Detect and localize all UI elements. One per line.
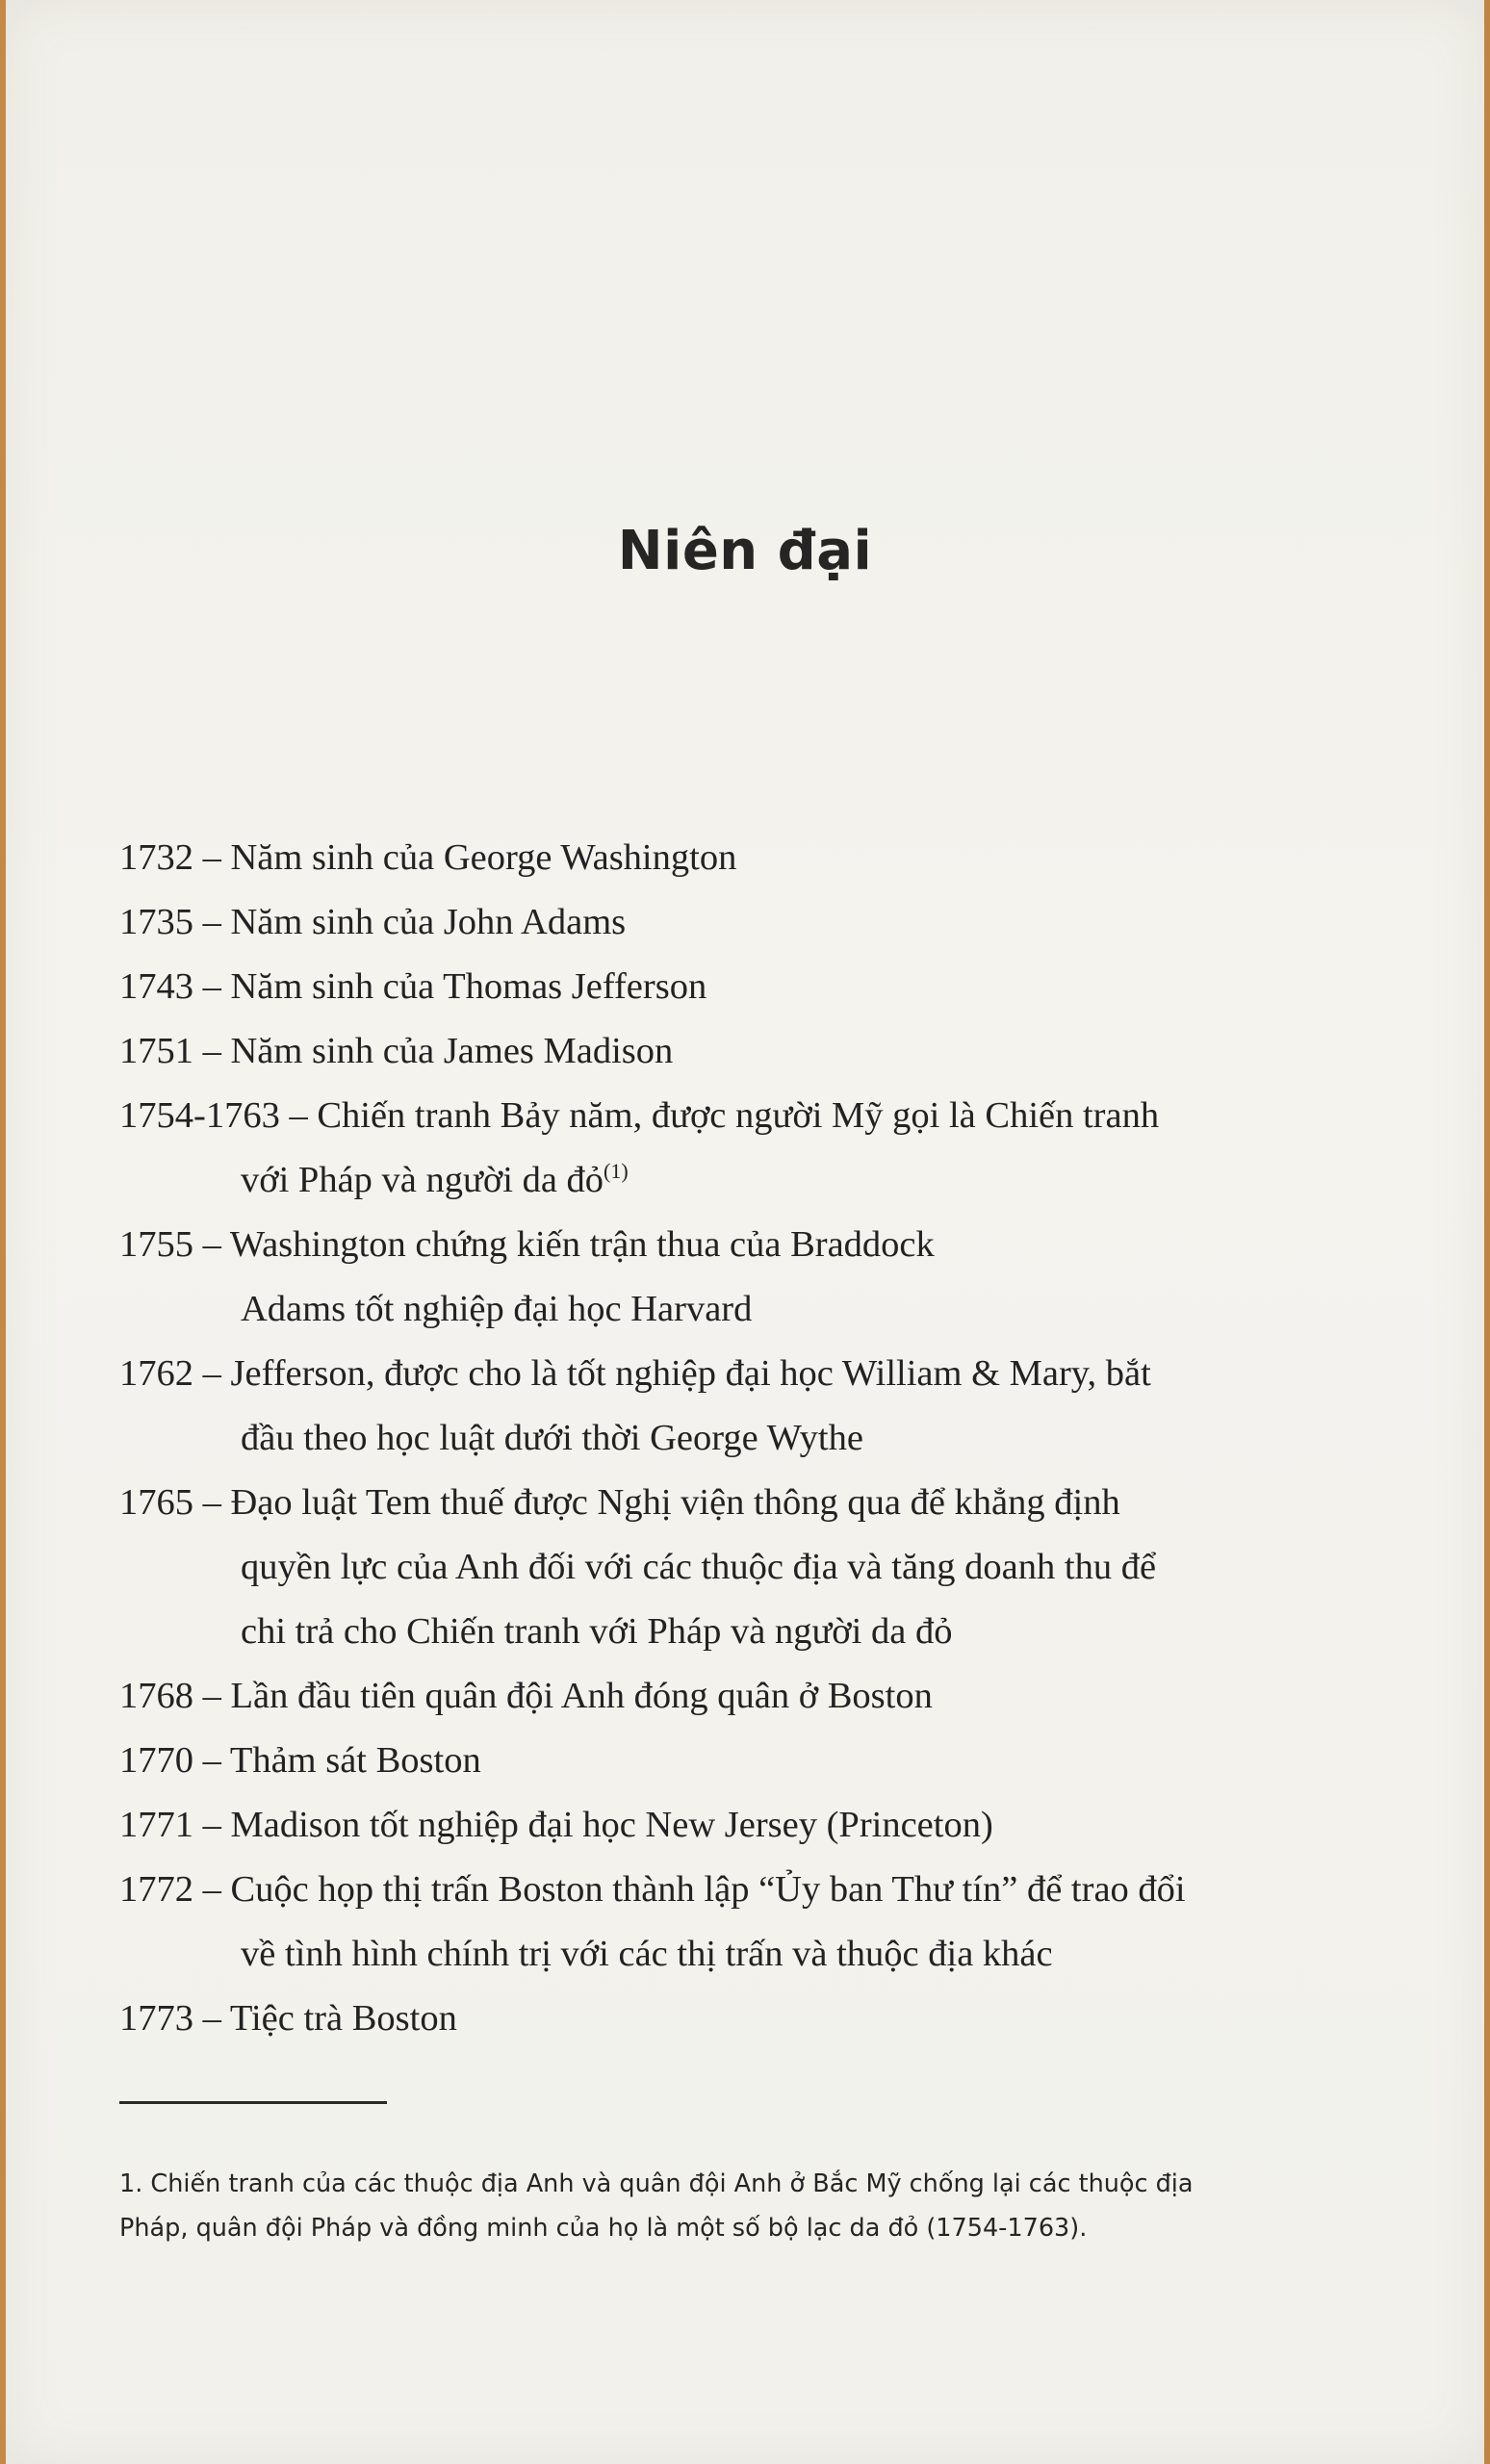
entry-dash: – bbox=[202, 1353, 221, 1394]
entry-year: 1751 bbox=[119, 1031, 193, 1071]
entry-text-continued: chi trả cho Chiến tranh với Pháp và người da đỏ bbox=[241, 1611, 953, 1652]
entry-dash: – bbox=[202, 1224, 221, 1265]
footnote-reference: (1) bbox=[604, 1159, 629, 1183]
entry-text: Lần đầu tiên quân đội Anh đóng quân ở Boston bbox=[230, 1676, 933, 1716]
entry-text: Đạo luật Tem thuế được Nghị viện thông qua để khẳng định bbox=[230, 1482, 1120, 1523]
entry-year: 1732 bbox=[119, 837, 193, 878]
footnote bbox=[119, 2162, 1371, 2250]
entry-text-continued: Adams tốt nghiệp đại học Harvard bbox=[241, 1289, 753, 1329]
entry-text: Năm sinh của Thomas Jefferson bbox=[230, 966, 707, 1007]
entry-year: 1735 bbox=[119, 902, 193, 942]
timeline-entry bbox=[119, 1471, 1323, 1664]
timeline-entry bbox=[119, 1987, 1323, 2051]
entry-text: Madison tốt nghiệp đại học New Jersey (Princeton) bbox=[230, 1805, 993, 1845]
page-title: Niên đại bbox=[617, 520, 873, 582]
footnote-line: Pháp, quân đội Pháp và đồng minh của họ là một số bộ lạc da đỏ (1754-1763). bbox=[119, 2214, 1088, 2243]
entry-year: 1762 bbox=[119, 1353, 193, 1394]
entry-text: Năm sinh của John Adams bbox=[230, 902, 627, 942]
entry-text: với Pháp và người da đỏ bbox=[241, 1160, 604, 1200]
timeline-entry bbox=[119, 1858, 1323, 1987]
entry-dash: – bbox=[202, 902, 221, 942]
footnote-divider bbox=[119, 2101, 387, 2104]
entry-year: 1771 bbox=[119, 1805, 193, 1845]
entry-text: Năm sinh của James Madison bbox=[230, 1031, 674, 1071]
timeline-entry bbox=[119, 1084, 1323, 1213]
timeline-entry bbox=[119, 1019, 1323, 1084]
entry-text: Cuộc họp thị trấn Boston thành lập “Ủy ban Thư tín” để trao đổi bbox=[230, 1869, 1186, 1910]
entry-year: 1772 bbox=[119, 1869, 193, 1910]
entry-text: Jefferson, được cho là tốt nghiệp đại học William & Mary, bắt bbox=[230, 1353, 1151, 1394]
entry-year: 1773 bbox=[119, 1998, 193, 2039]
entry-text: Tiệc trà Boston bbox=[229, 1998, 457, 2039]
timeline-entry bbox=[119, 890, 1323, 955]
timeline-list bbox=[119, 826, 1323, 2051]
entry-year: 1754-1763 bbox=[119, 1095, 280, 1136]
entry-dash: – bbox=[202, 1805, 221, 1845]
footnote-line: 1. Chiến tranh của các thuộc địa Anh và quân đội Anh ở Bắc Mỹ chống lại các thuộc địa bbox=[119, 2169, 1194, 2198]
timeline-entry bbox=[119, 1213, 1323, 1342]
entry-year: 1743 bbox=[119, 966, 193, 1007]
book-page bbox=[6, 0, 1484, 2464]
entry-text: Chiến tranh Bảy năm, được người Mỹ gọi là Chiến tranh bbox=[317, 1095, 1160, 1136]
entry-year: 1765 bbox=[119, 1482, 193, 1523]
entry-text-continued: đầu theo học luật dưới thời George Wythe bbox=[241, 1418, 863, 1458]
entry-dash: – bbox=[202, 837, 221, 878]
entry-year: 1770 bbox=[119, 1740, 193, 1781]
entry-text: Năm sinh của George Washington bbox=[230, 837, 737, 878]
entry-dash: – bbox=[202, 1869, 221, 1910]
entry-dash: – bbox=[202, 1740, 221, 1781]
entry-dash: – bbox=[202, 1998, 221, 2039]
entry-dash: – bbox=[202, 1482, 221, 1523]
timeline-entry bbox=[119, 826, 1323, 890]
entry-text-continued: về tình hình chính trị với các thị trấn và thuộc địa khác bbox=[241, 1934, 1053, 1974]
entry-dash: – bbox=[202, 966, 221, 1007]
entry-dash: – bbox=[202, 1676, 221, 1716]
entry-dash: – bbox=[202, 1031, 221, 1071]
entry-text-continued bbox=[119, 1148, 1323, 1213]
timeline-entry bbox=[119, 1664, 1323, 1729]
entry-year: 1755 bbox=[119, 1224, 193, 1265]
entry-year: 1768 bbox=[119, 1676, 193, 1716]
entry-text: Thảm sát Boston bbox=[229, 1740, 481, 1781]
entry-text: Washington chứng kiến trận thua của Braddock bbox=[229, 1224, 935, 1265]
timeline-entry bbox=[119, 1729, 1323, 1793]
entry-dash: – bbox=[289, 1095, 308, 1136]
timeline-entry bbox=[119, 955, 1323, 1019]
entry-text-continued: quyền lực của Anh đối với các thuộc địa và tăng doanh thu để bbox=[241, 1547, 1157, 1587]
timeline-entry bbox=[119, 1342, 1323, 1471]
timeline-entry bbox=[119, 1793, 1323, 1858]
